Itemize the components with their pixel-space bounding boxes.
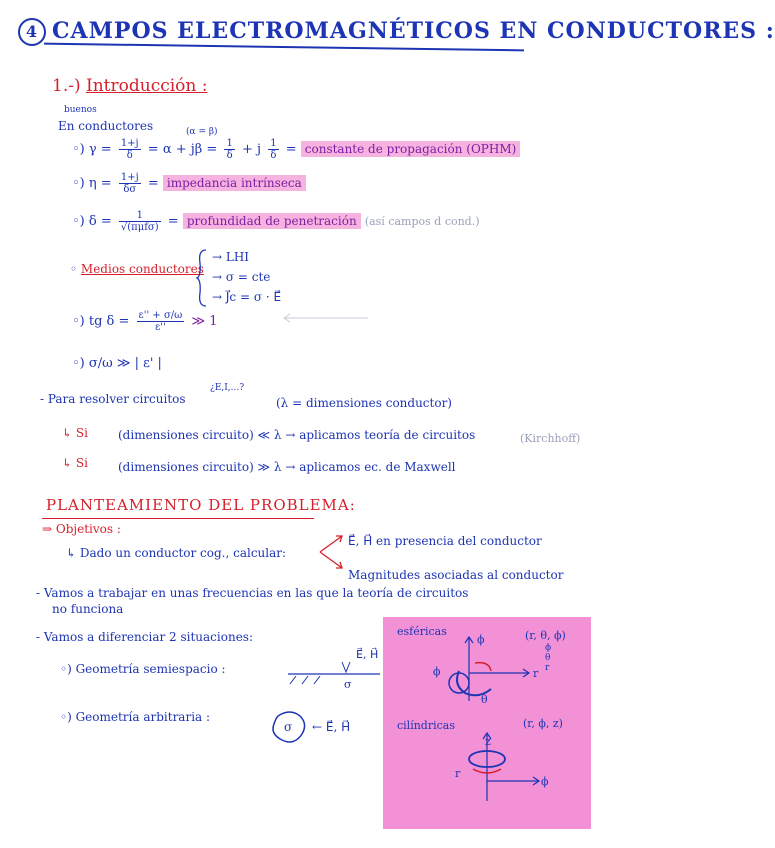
medios-item-3: → J⃗c = σ · E⃗	[212, 290, 282, 304]
cyl-axis-r: r	[455, 767, 461, 780]
para-lambda: (λ = dimensiones conductor)	[276, 396, 452, 410]
eq-eta: ◦) η = $\frac{1+j}{\delta\sigma}$ = impedancia intrínseca	[72, 172, 306, 195]
si1-note: (Kirchhoff)	[520, 432, 581, 445]
section-title: Introducción :	[86, 76, 208, 96]
objectives-arrows	[318, 530, 348, 574]
eta-definition: impedancia intrínseca	[163, 175, 306, 191]
gamma-lhs: γ =	[88, 142, 112, 157]
medios-brace	[196, 248, 208, 308]
objective-magnitudes: Magnitudes asociadas al conductor	[348, 568, 564, 582]
section-heading-planteamiento: PLANTEAMIENTO DEL PROBLEMA:	[46, 496, 356, 514]
medios-item-2: → σ = cte	[212, 270, 271, 284]
gamma-definition: constante de propagación (OPHM)	[301, 141, 521, 157]
esf-axis-phi-top: ϕ	[477, 633, 485, 646]
geometria-semiespacio: ◦) Geometría semiespacio :	[60, 662, 226, 676]
delta-definition: profundidad de penetración	[183, 213, 361, 229]
vamos-trabajar-line1: - Vamos a trabajar en unas frecuencias en las que la teoría de circuitos	[36, 586, 469, 600]
semiespacio-sigma: σ	[344, 678, 352, 691]
eq-sigma-ratio: ◦) σ/ω ≫ | ε' |	[72, 356, 162, 371]
eq-tg-delta: ◦) tg δ = $\frac{\varepsilon'' + \sigma/\omega}{\varepsilon''}$ ≫ 1	[72, 310, 218, 333]
planteamiento-underline	[42, 518, 314, 519]
medios-item-1: → LHI	[212, 250, 250, 264]
vamos-trabajar-line2: no funciona	[52, 602, 124, 616]
semiespacio-sketch	[286, 660, 382, 688]
section-heading-introduccion	[52, 76, 207, 96]
medios-conductores: ◦ Medios conductores	[70, 262, 204, 276]
si2-text: (dimensiones circuito) ≫ λ → aplicamos ec. de Maxwell	[118, 460, 456, 474]
coordinates-box	[383, 617, 591, 829]
objetivos: ⇒ Objetivos :	[42, 522, 121, 536]
esf-sym-phi: ϕ	[545, 643, 552, 653]
esf-sym-r: r	[545, 663, 550, 673]
si1-arrow: ↳ Si	[62, 426, 88, 440]
vamos-diferenciar: - Vamos a diferenciar 2 situaciones:	[36, 630, 253, 644]
esf-axis-theta: θ	[481, 693, 488, 706]
semiespacio-fields: E⃗, H⃗	[356, 648, 379, 661]
esfericas-coords: (r, θ, ϕ)	[525, 629, 566, 642]
faint-arrow	[280, 312, 370, 324]
esf-sym-theta: θ	[545, 653, 551, 663]
chapter-title: CAMPOS ELECTROMAGNÉTICOS EN CONDUCTORES :	[52, 18, 775, 44]
dado-conductor: ↳ Dado un conductor cog., calcular:	[66, 546, 287, 560]
para-resolver: - Para resolver circuitos	[40, 392, 186, 406]
delta-note: (así campos d cond.)	[364, 215, 480, 228]
arbitraria-fields: ← E⃗, H⃗	[312, 720, 351, 734]
chapter-number: 4	[18, 18, 46, 46]
esf-axis-phi-left: ϕ	[433, 665, 441, 678]
note-buenos: buenos	[64, 105, 97, 115]
si2-arrow: ↳ Si	[62, 456, 88, 470]
objective-fields: E⃗, H⃗ en presencia del conductor	[348, 534, 542, 548]
cilindricas-coords: (r, ϕ, z)	[523, 717, 563, 730]
label-cilindricas: cilíndricas	[397, 719, 455, 732]
cyl-axis-phi: ϕ	[541, 775, 549, 788]
en-conductores: En conductores	[58, 119, 154, 133]
alpha-beta-note: (α = β)	[186, 127, 218, 137]
eq-delta: ◦) δ = $\frac{1}{\text{√(πμfσ)}}$ = profundidad de penetración (así campos d cond.)	[72, 210, 480, 233]
gamma-fraction: $\frac{1+j}{\delta}$	[120, 138, 139, 161]
esf-axis-r: r	[533, 667, 539, 680]
para-question: ¿E,I,...?	[210, 383, 245, 393]
si1-text: (dimensiones circuito) ≪ λ → aplicamos teoría de circuitos	[118, 428, 476, 442]
page-title	[18, 18, 775, 46]
section-number: 1.-)	[52, 76, 86, 96]
eq-gamma: ◦) γ = $\frac{1+j}{\delta}$ = α + jβ = $\frac{1}{\delta}$ + j $\frac{1}{\delta}$ = constante de propagación (OPHM)	[72, 138, 520, 161]
geometria-arbitraria: ◦) Geometría arbitraria :	[60, 710, 211, 724]
gamma-mid: = α + jβ =	[147, 142, 218, 157]
cyl-axis-z: z	[485, 735, 491, 748]
arbitraria-sigma: σ	[284, 720, 293, 734]
label-esfericas: esféricas	[397, 625, 447, 638]
